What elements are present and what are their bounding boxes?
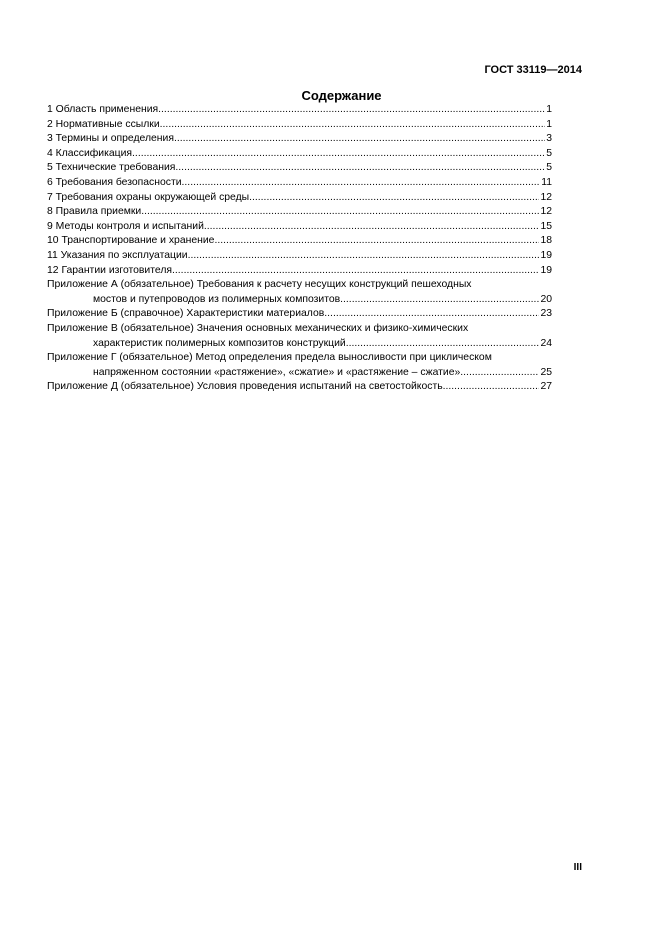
toc-entry-label: 7 Требования охраны окружающей среды — [47, 191, 250, 203]
toc-entry-page: 19 — [540, 249, 552, 261]
toc-entry-12[interactable] — [47, 264, 552, 279]
toc-appendix-last-line: характеристик полимерных композитов конструкций — [93, 337, 346, 349]
toc-appendix-g[interactable] — [47, 351, 552, 380]
toc-appendix-d[interactable] — [47, 380, 552, 395]
toc-entry-3[interactable] — [47, 132, 552, 147]
toc-entry-label: 12 Гарантии изготовителя — [47, 264, 173, 276]
toc-entry-page: 5 — [546, 162, 552, 174]
toc-appendix-last-line: напряженном состоянии «растяжение», «сжатие» и «растяжение – сжатие» — [93, 366, 461, 378]
toc-appendix-first-line: Приложение А (обязательное) Требования к расчету несущих конструкций пешеходных — [47, 279, 472, 291]
toc-entry-page: 1 — [546, 118, 552, 130]
toc-entry-label: 11 Указания по эксплуатации — [47, 249, 188, 261]
toc-entry-page: 23 — [540, 308, 552, 320]
toc-entry-6[interactable] — [47, 176, 552, 191]
toc-appendix-last-line: мостов и путепроводов из полимерных композитов — [93, 293, 341, 305]
toc-entry-page: 27 — [540, 381, 552, 393]
toc-appendix-first-line: Приложение Г (обязательное) Метод определения предела выносливости при циклическом — [47, 352, 492, 364]
toc-title: Содержание — [301, 88, 382, 103]
toc-entry-page: 1 — [546, 104, 552, 115]
toc-entry-11[interactable] — [47, 249, 552, 264]
toc-entry-page: 19 — [540, 264, 552, 276]
toc-entry-label: 4 Классификация — [47, 147, 133, 159]
toc-entry-label: 10 Транспортирование и хранение — [47, 235, 215, 247]
document-code: ГОСТ 33119—2014 — [484, 64, 582, 76]
toc-entry-page: 3 — [546, 133, 552, 145]
toc-appendix-first-line: Приложение В (обязательное) Значения основных механических и физико-химических — [47, 322, 469, 334]
toc-entry-page: 25 — [540, 366, 552, 378]
toc-entry-4[interactable] — [47, 147, 552, 162]
toc-appendix-last-line: Приложение Б (справочное) Характеристики материалов — [47, 308, 325, 320]
toc-entry-label: 6 Требования безопасности — [47, 176, 182, 188]
toc-entry-label: 5 Технические требования — [47, 162, 176, 174]
toc-entry-label: 3 Термины и определения — [47, 133, 174, 145]
toc-entry-2[interactable] — [47, 118, 552, 133]
page-number: III — [573, 862, 582, 873]
toc-entry-9[interactable] — [47, 220, 552, 235]
toc-entry-label: 2 Нормативные ссылки — [47, 118, 160, 130]
toc-entry-label: 1 Область применения — [47, 104, 159, 115]
table-of-contents — [47, 103, 552, 395]
toc-entry-page: 24 — [540, 337, 552, 349]
toc-appendix-last-line: Приложение Д (обязательное) Условия проведения испытаний на светостойкость — [47, 381, 443, 393]
toc-entry-page: 18 — [540, 235, 552, 247]
toc-entry-page: 12 — [540, 191, 552, 203]
toc-entry-page: 20 — [540, 293, 552, 305]
toc-appendix-b[interactable] — [47, 307, 552, 322]
toc-entry-10[interactable] — [47, 234, 552, 249]
toc-entry-page: 15 — [540, 220, 552, 232]
toc-entry-5[interactable] — [47, 161, 552, 176]
toc-appendix-v[interactable] — [47, 322, 552, 351]
toc-entry-8[interactable] — [47, 205, 552, 220]
toc-entry-page: 5 — [546, 147, 552, 159]
toc-appendix-a[interactable] — [47, 278, 552, 307]
toc-entry-label: 9 Методы контроля и испытаний — [47, 220, 204, 232]
toc-entry-1[interactable] — [47, 103, 552, 118]
toc-entry-page: 12 — [540, 206, 552, 218]
toc-entry-7[interactable] — [47, 191, 552, 206]
toc-entry-label: 8 Правила приемки — [47, 206, 142, 218]
toc-entry-page: 11 — [541, 176, 552, 188]
